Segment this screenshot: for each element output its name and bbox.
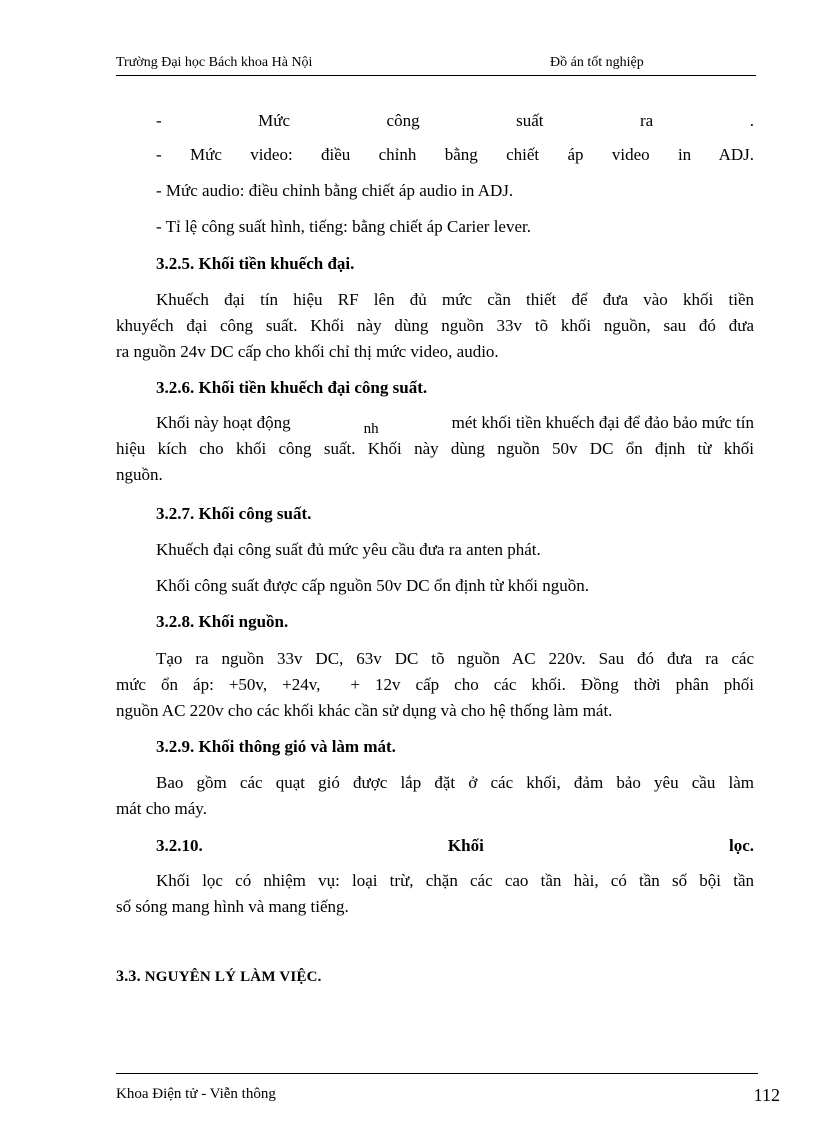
paragraph-3-2-8-line: nguồn AC 220v cho các khối khác cần sử dụng và cho hệ thống làm mát. bbox=[116, 701, 613, 720]
text-part: mét khối tiền khuếch đại để đảo bảo mức tín bbox=[451, 413, 754, 432]
page-number: 112 bbox=[753, 1085, 780, 1105]
paragraph-3-2-5-line: ra nguồn 24v DC cấp cho khối chỉ thị mức video, audio. bbox=[116, 342, 499, 361]
heading-3-2-7: 3.2.7. Khối công suất. bbox=[156, 504, 312, 523]
word: suất bbox=[516, 111, 544, 130]
heading-number: 3.2.10. bbox=[156, 836, 203, 855]
heading-number: 3.3. bbox=[116, 968, 141, 985]
heading-3-2-5: 3.2.5. Khối tiền khuếch đại. bbox=[156, 254, 355, 273]
paragraph-video-level: - Mức video: điều chỉnh bằng chiết áp video in ADJ. bbox=[156, 145, 754, 164]
heading-3-3 bbox=[116, 964, 754, 990]
text-part: Khối này hoạt động bbox=[156, 413, 291, 432]
paragraph-3-2-5-line: khuyếch đại công suất. Khối này dùng nguồn 33v tõ khối nguồn, sau đó đưa bbox=[116, 316, 754, 335]
page-footer bbox=[116, 1073, 780, 1108]
paragraph-output-power bbox=[116, 108, 754, 134]
subscript-text: nh bbox=[363, 421, 379, 437]
page-header bbox=[116, 55, 756, 76]
paragraph-power-ratio: - Tỉ lệ công suất hình, tiếng: bằng chiết áp Carier lever. bbox=[156, 217, 531, 236]
paragraph-3-2-6-line: hiệu kích cho khối công suất. Khối này dùng nguồn 50v DC ổn định từ khối bbox=[116, 439, 754, 458]
heading-3-2-8: 3.2.8. Khối nguồn. bbox=[156, 612, 289, 631]
heading-text: NGUYÊN LÝ LÀM VIỆC. bbox=[144, 969, 322, 985]
word: - bbox=[156, 111, 162, 130]
heading-word: Khối bbox=[447, 836, 484, 855]
paragraph-3-2-6-line: nguồn. bbox=[116, 465, 163, 484]
footer-faculty: Khoa Điện tử - Viễn thông bbox=[116, 1086, 276, 1102]
heading-3-2-6: 3.2.6. Khối tiền khuếch đại công suất. bbox=[156, 378, 428, 397]
heading-word: lọc. bbox=[728, 836, 754, 855]
paragraph-3-2-5-line: Khuếch đại tín hiệu RF lên đủ mức cần thiết để đưa vào khối tiền bbox=[156, 290, 754, 309]
paragraph-audio-level: - Mức audio: điều chỉnh bằng chiết áp audio in ADJ. bbox=[156, 181, 514, 200]
paragraph-3-2-10-line: Khối lọc có nhiệm vụ: loại trừ, chặn các cao tần hài, có tần số bội tần bbox=[156, 871, 754, 890]
heading-3-2-9: 3.2.9. Khối thông gió và làm mát. bbox=[156, 737, 396, 756]
word: . bbox=[749, 111, 754, 130]
paragraph-3-2-10-line: số sóng mang hình và mang tiếng. bbox=[116, 897, 349, 916]
paragraph-3-2-7-line: Khuếch đại công suất đủ mức yêu cầu đưa ra anten phát. bbox=[156, 540, 541, 559]
header-doc-type: Đồ án tốt nghiệp bbox=[550, 55, 644, 70]
word: Mức bbox=[258, 111, 291, 130]
word: ra bbox=[639, 111, 654, 130]
paragraph-3-2-9-line: Bao gồm các quạt gió được lắp đặt ở các khối, đảm bảo yêu cầu làm bbox=[156, 773, 754, 792]
paragraph-3-2-8-line: Tạo ra nguồn 33v DC, 63v DC tõ nguồn AC 220v. Sau đó đưa ra các bbox=[156, 649, 754, 668]
paragraph-3-2-7-line: Khối công suất được cấp nguồn 50v DC ổn định từ khối nguồn. bbox=[156, 576, 590, 595]
heading-3-2-10 bbox=[116, 833, 754, 859]
paragraph-3-2-8-line: mức ổn áp: +50v, +24v, + 12v cấp cho các khối. Đồng thời phân phối bbox=[116, 675, 754, 694]
paragraph-3-2-6-line bbox=[116, 410, 754, 436]
header-school: Trường Đại học Bách khoa Hà Nội bbox=[116, 55, 313, 70]
word: công bbox=[386, 111, 420, 130]
paragraph-3-2-9-line: mát cho máy. bbox=[116, 799, 207, 818]
